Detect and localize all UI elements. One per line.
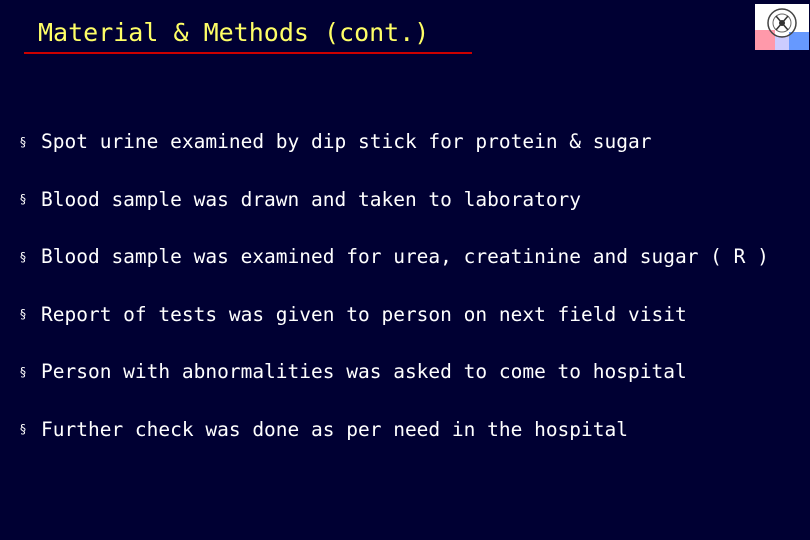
bullet-text: Person with abnormalities was asked to come to hospital (41, 360, 687, 384)
bullet-marker: § (20, 422, 26, 437)
title-underline (24, 52, 472, 54)
bullet-text: Further check was done as per need in the hospital (41, 417, 628, 441)
slide-title: Material & Methods (cont.) (38, 18, 430, 47)
bullet-text: Spot urine examined by dip stick for protein & sugar (41, 130, 652, 154)
institution-emblem-icon (755, 4, 809, 50)
bullet-marker: § (20, 134, 26, 149)
bullet-text: Blood sample was drawn and taken to laboratory (41, 187, 582, 211)
bullet-marker: § (20, 192, 26, 207)
bullet-item (20, 171, 769, 229)
bullet-text: Blood sample was examined for urea, creatinine and sugar ( R ) (41, 245, 769, 269)
bullet-marker: § (20, 364, 26, 379)
bullet-item (20, 228, 769, 286)
bullet-item (20, 343, 769, 401)
bullet-marker: § (20, 249, 26, 264)
bullet-item (20, 401, 769, 459)
bullet-text: Report of tests was given to person on next field visit (41, 302, 687, 326)
bullet-item (20, 286, 769, 344)
bullet-list (20, 113, 769, 458)
bullet-item (20, 113, 769, 171)
bullet-marker: § (20, 307, 26, 322)
